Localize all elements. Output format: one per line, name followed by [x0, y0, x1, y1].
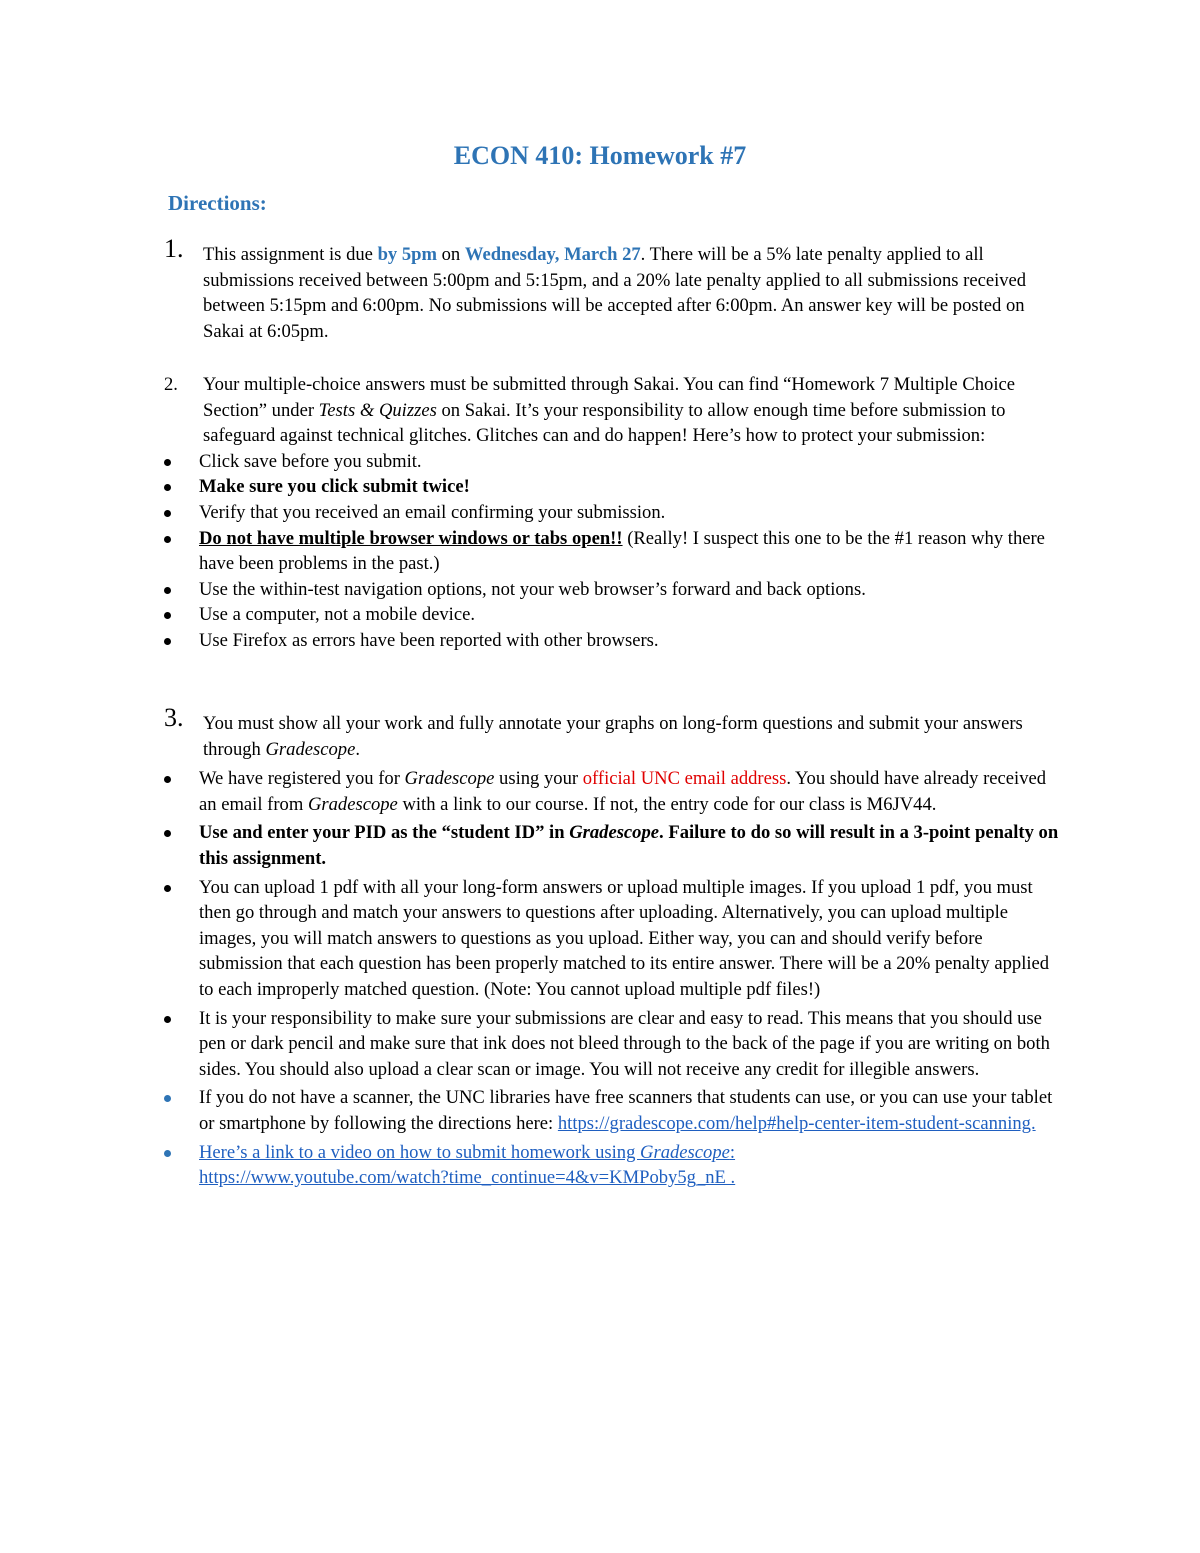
list-item: We have registered you for Gradescope using your official UNC email address. You should have already received an email from Gradescope with a link to our course. If not, the entry code for our class is M6JV44. — [164, 766, 1064, 817]
direction-item-3 — [164, 703, 1064, 1194]
item-number: 2. — [164, 374, 178, 395]
gradescope-instructions-list — [164, 766, 1064, 1191]
page-title: ECON 410: Homework #7 — [453, 141, 747, 170]
bullet-icon — [164, 1016, 171, 1023]
bullet-icon — [164, 510, 171, 517]
bullet-icon — [164, 536, 171, 543]
item-number: 3. — [164, 703, 184, 732]
list-item: You can upload 1 pdf with all your long-form answers or upload multiple images. If you upload 1 pdf, you must then go through and match your answers to questions after uploading. Alternatively, you can upload multiple images, you will match answers to questions as you upload. Either way, you can and should verify before submission that each question has been properly matched to its entire answer. There will be a 20% penalty applied to each improperly matched question. (Note: You cannot upload multiple pdf files!) — [164, 875, 1064, 1003]
list-item: Use Firefox as errors have been reported with other browsers. — [164, 628, 1064, 654]
bullet-icon — [164, 638, 171, 645]
list-item — [164, 1140, 1064, 1191]
bullet-icon — [164, 1095, 171, 1102]
bullet-icon — [164, 885, 171, 892]
list-item: Click save before you submit. — [164, 449, 1064, 475]
bullet-icon — [164, 612, 171, 619]
item-text: Your multiple-choice answers must be submitted through Sakai. You can find “Homework 7 Multiple Choice Section” under Tests & Quizzes on Sakai. It’s your responsibility to allow enough time before submission to safeguard against technical glitches. Glitches can and do happen! Here’s how to protect your submission: — [203, 374, 1015, 447]
bullet-icon — [164, 1150, 171, 1157]
list-item: If you do not have a scanner, the UNC libraries have free scanners that students can use, or you can use your tablet or smartphone by following the directions here: https://gradescope.com/help#help-center-item-student-scanning. — [164, 1085, 1064, 1136]
list-item: It is your responsibility to make sure your submissions are clear and easy to read. This means that you should use pen or dark pencil and make sure that ink does not bleed through to the back of the page if you are writing on both sides. You should also upload a clear scan or image. You will not receive any credit for illegible answers. — [164, 1006, 1064, 1083]
list-item: Use a computer, not a mobile device. — [164, 602, 1064, 628]
item-text: This assignment is due by 5pm on Wednesday, March 27. There will be a 5% late penalty applied to all submissions received between 5:00pm and 5:15pm, and a 20% late penalty applied to all submissions received between 5:15pm and 6:00pm. No submissions will be accepted after 6:00pm. An answer key will be posted on Sakai at 6:05pm. — [203, 244, 1027, 342]
directions-heading: Directions: — [168, 191, 267, 215]
bullet-icon — [164, 587, 171, 594]
direction-item-2 — [164, 372, 1064, 654]
video-link-label[interactable]: Here’s a link to a video on how to submit homework using Gradescope: — [199, 1141, 736, 1163]
video-link[interactable]: https://www.youtube.com/watch?time_continue=4&v=KMPoby5g_nE . — [199, 1167, 736, 1189]
bullet-icon — [164, 459, 171, 466]
scanning-help-link[interactable]: https://gradescope.com/help#help-center-item-student-scanning. — [557, 1112, 1036, 1134]
direction-item-1 — [164, 234, 1064, 344]
bullet-icon — [164, 776, 171, 783]
bullet-icon — [164, 484, 171, 491]
list-item: Use the within-test navigation options, not your web browser’s forward and back options. — [164, 577, 1064, 603]
item-number: 1. — [164, 234, 184, 263]
submission-tips-list — [164, 449, 1064, 654]
list-item: Do not have multiple browser windows or tabs open!! (Really! I suspect this one to be the #1 reason why there have been problems in the past.) — [164, 526, 1064, 577]
list-item: Verify that you received an email confirming your submission. — [164, 500, 1064, 526]
item-text: You must show all your work and fully annotate your graphs on long-form questions and submit your answers through Gradescope. — [203, 713, 1023, 760]
list-item: Make sure you click submit twice! — [164, 474, 1064, 500]
list-item: Use and enter your PID as the “student ID” in Gradescope. Failure to do so will result in a 3-point penalty on this assignment. — [164, 820, 1064, 871]
bullet-icon — [164, 830, 171, 837]
